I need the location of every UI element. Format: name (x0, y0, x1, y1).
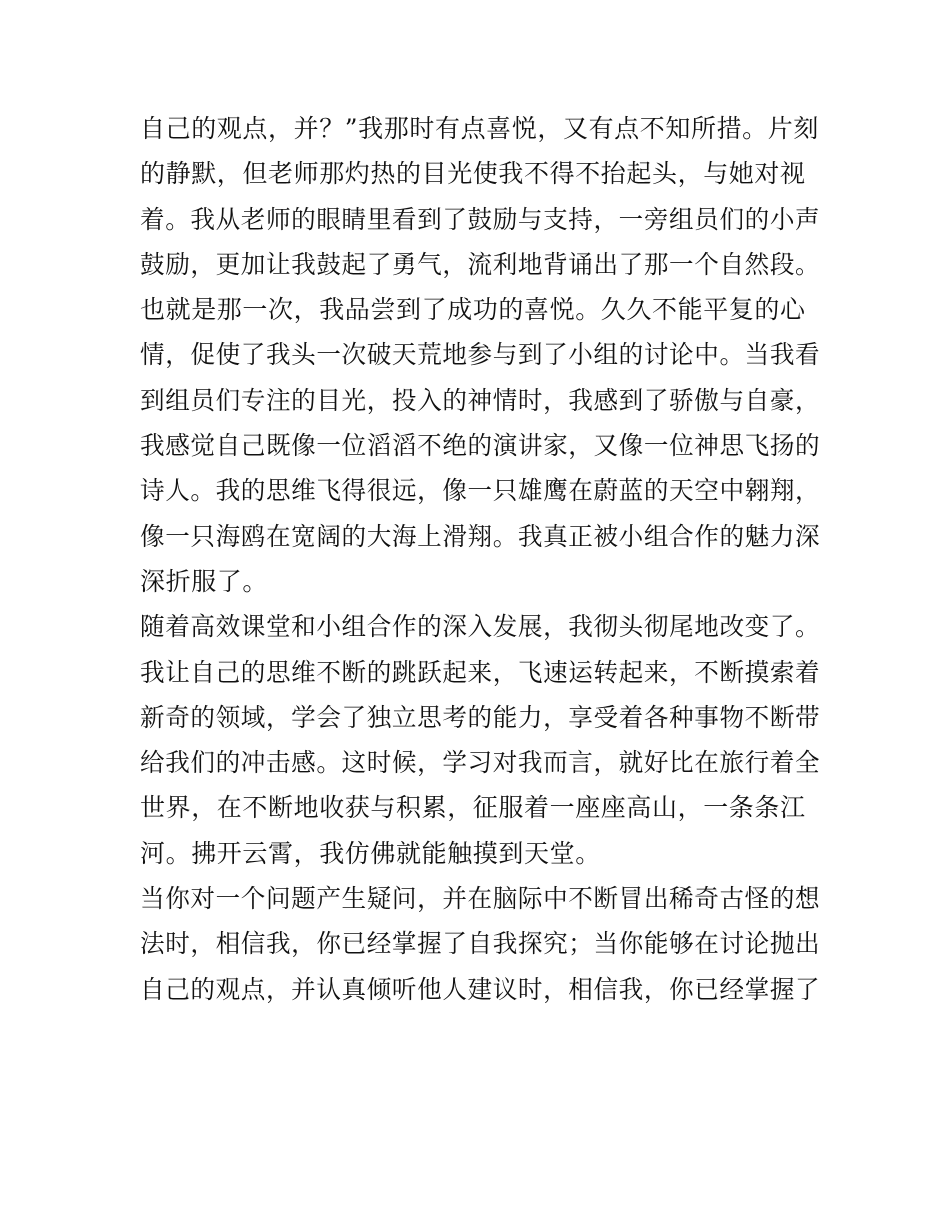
text-line: 像一只海鸥在宽阔的大海上滑翔。我真正被小组合作的魅力深 (140, 521, 821, 551)
text-line: 也就是那一次，我品尝到了成功的喜悦。久久不能平复的心 (140, 295, 806, 325)
text-line: 鼓励，更加让我鼓起了勇气，流利地背诵出了那一个自然段。 (140, 249, 821, 279)
text-line: 随着高效课堂和小组合作的深入发展，我彻头彻尾地改变了。 (140, 612, 821, 642)
text-line: 自己的观点，并认真倾听他人建议时，相信我，你已经掌握了 (140, 974, 821, 1004)
text-line: 自己的观点，并？”我那时有点喜悦，又有点不知所措。片刻 (140, 114, 819, 143)
text-line: 新奇的领域，学会了独立思考的能力，享受着各种事物不断带 (140, 702, 821, 732)
text-line: 的静默，但老师那灼热的目光使我不得不抬起头，与她对视 (140, 159, 806, 189)
text-line: 世界，在不断地收获与积累，征服着一座座高山，一条条江 (140, 793, 806, 823)
text-line: 到组员们专注的目光，投入的神情时，我感到了骄傲与自豪， (140, 385, 821, 415)
text-line: 给我们的冲击感。这时候，学习对我而言，就好比在旅行着全 (140, 748, 821, 778)
text-line: 我让自己的思维不断的跳跃起来，飞速运转起来，不断摸索着 (140, 657, 821, 687)
text-line: 诗人。我的思维飞得很远，像一只雄鹰在蔚蓝的天空中翱翔， (140, 476, 821, 506)
text-line: 河。拂开云霄，我仿佛就能触摸到天堂。 (140, 838, 601, 868)
text-line: 情，促使了我头一次破天荒地参与到了小组的讨论中。当我看 (140, 340, 821, 370)
text-line: 着。我从老师的眼睛里看到了鼓励与支持，一旁组员们的小声 (140, 204, 821, 234)
text-line: 我感觉自己既像一位滔滔不绝的演讲家，又像一位神思飞扬的 (140, 431, 821, 461)
text-line: 法时，相信我，你已经掌握了自我探究；当你能够在讨论抛出 (140, 929, 821, 959)
text-line: 当你对一个问题产生疑问，并在脑际中不断冒出稀奇古怪的想 (140, 884, 821, 914)
text-line: 深折服了。 (140, 566, 269, 596)
body-text (140, 106, 820, 1012)
